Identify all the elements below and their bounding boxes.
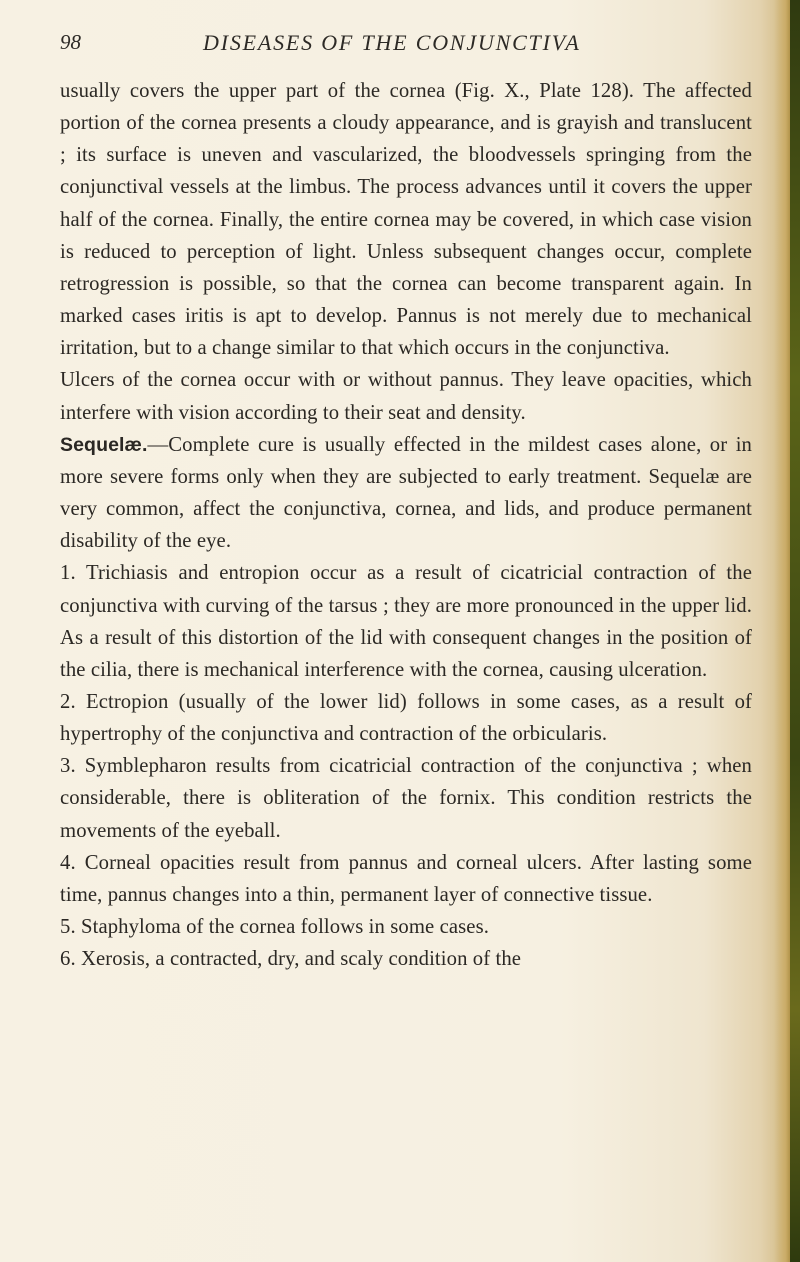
list-item-trichiasis: 1. Trichiasis and entropion occur as a result of cicatricial contraction of the conjunctiva with curving of the tarsus ; they are more pronounced in the upper lid. As a result of this distortion of the lid with consequent changes in the position of the cilia, there is mechanical interference with the cornea, causing ulceration. — [60, 562, 752, 681]
page-body — [60, 75, 752, 975]
sequelae-heading: Sequelæ. — [60, 433, 148, 456]
list-item-symblepharon: 3. Symblepharon results from cicatricial contraction of the conjunctiva ; when considerable, there is obliteration of the fornix. This condition restricts the movements of the eyeball. — [60, 755, 752, 842]
list-item-ectropion: 2. Ectropion (usually of the lower lid) follows in some cases, as a result of hypertrophy of the conjunctiva and contraction of the orbicularis. — [60, 690, 752, 746]
paragraph-pannus: usually covers the upper part of the cornea (Fig. X., Plate 128). The affected portion of the cornea presents a cloudy appearance, and is grayish and translucent ; its surface is uneven and vascularized, the bloodvessels springing from the conjunctival vessels at the limbus. The process advances until it covers the upper half of the cornea. Finally, the entire cornea may be covered, in which case vision is reduced to perception of light. Unless subsequent changes occur, complete retrogression is possible, so that the cornea can become transparent again. In marked cases iritis is apt to develop. Pannus is not merely due to mechanical irritation, but to a change similar to that which occurs in the conjunctiva. — [60, 80, 752, 360]
page-number: 98 — [60, 30, 81, 54]
paragraph-ulcers: Ulcers of the cornea occur with or without pannus. They leave opacities, which interfere with vision according to their seat and density. — [60, 369, 752, 424]
list-item-xerosis: 6. Xerosis, a contracted, dry, and scaly condition of the — [60, 948, 522, 971]
running-title: DISEASES OF THE CONJUNCTIVA — [203, 30, 581, 55]
page-header — [0, 30, 800, 66]
list-item-staphyloma: 5. Staphyloma of the cornea follows in some cases. — [60, 916, 489, 939]
book-spine-edge — [790, 0, 800, 1262]
list-item-corneal-opacities: 4. Corneal opacities result from pannus and corneal ulcers. After lasting some time, pannus changes into a thin, permanent layer of connective tissue. — [60, 851, 752, 906]
sequelae-text: —Complete cure is usually effected in the mildest cases alone, or in more severe forms only when they are subjected to early treatment. Sequelæ are very common, affect the conjunctiva, cornea, and lids, and produce permanent disability of the eye. — [60, 433, 752, 553]
paragraph-sequelae — [60, 429, 752, 558]
